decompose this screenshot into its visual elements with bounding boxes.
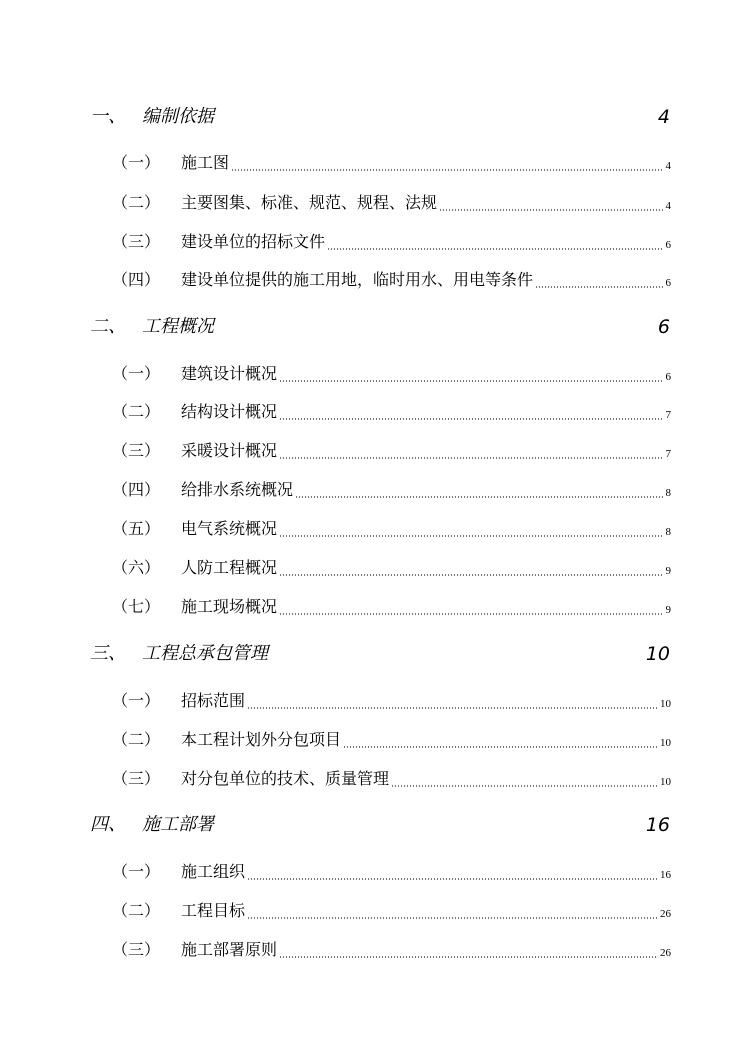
subsection-page-number: 9 — [665, 604, 671, 616]
subsection-page-number: 8 — [665, 526, 671, 538]
subsection-number: （二） — [112, 901, 161, 920]
subsection-page-number: 7 — [665, 448, 671, 460]
toc-subsection-entry[interactable] — [0, 688, 744, 714]
subsection-number: （二） — [112, 402, 161, 421]
section-page-number: 6 — [657, 316, 670, 338]
dot-leader — [439, 209, 664, 211]
toc-subsection-entry[interactable] — [0, 399, 744, 425]
dot-leader — [279, 613, 664, 615]
dot-leader — [279, 956, 658, 958]
subsection-number: （三） — [112, 441, 161, 460]
dot-leader — [279, 457, 664, 459]
subsection-page-number: 4 — [665, 200, 671, 212]
toc-subsection-entry[interactable] — [0, 859, 744, 885]
subsection-page-number: 7 — [665, 409, 671, 421]
subsection-number: （二） — [112, 193, 161, 212]
toc-subsection-entry[interactable] — [0, 937, 744, 963]
toc-subsection-entry[interactable] — [0, 267, 744, 293]
dot-leader — [279, 535, 664, 537]
toc-subsection-entry[interactable] — [0, 898, 744, 924]
subsection-page-number: 10 — [660, 776, 671, 788]
subsection-title: 给排水系统概况 — [181, 480, 294, 499]
subsection-page-number: 16 — [660, 869, 671, 881]
subsection-number: （一） — [112, 691, 161, 710]
section-number: 一、 — [90, 106, 126, 127]
toc-section-entry[interactable] — [0, 314, 744, 340]
subsection-page-number: 6 — [665, 277, 671, 289]
section-number: 三、 — [90, 643, 126, 664]
toc-section-entry[interactable] — [0, 104, 744, 130]
subsection-page-number: 10 — [660, 698, 671, 710]
section-title: 编制依据 — [142, 106, 214, 127]
toc-subsection-entry[interactable] — [0, 150, 744, 176]
dot-leader — [247, 707, 658, 709]
toc-subsection-entry[interactable] — [0, 516, 744, 542]
subsection-page-number: 6 — [665, 371, 671, 383]
dot-leader — [343, 746, 658, 748]
subsection-number: （一） — [112, 153, 161, 172]
subsection-number: （一） — [112, 862, 161, 881]
subsection-title: 建设单位的招标文件 — [181, 232, 326, 251]
subsection-page-number: 10 — [660, 737, 671, 749]
section-title: 施工部署 — [142, 814, 214, 835]
subsection-number: （三） — [112, 232, 161, 251]
subsection-number: （六） — [112, 558, 161, 577]
dot-leader — [231, 169, 664, 171]
subsection-title: 结构设计概况 — [181, 402, 278, 421]
subsection-number: （七） — [112, 597, 161, 616]
toc-section-entry[interactable] — [0, 641, 744, 667]
section-number: 二、 — [90, 316, 126, 337]
subsection-title: 对分包单位的技术、质量管理 — [181, 769, 390, 788]
dot-leader — [279, 380, 664, 382]
toc-subsection-entry[interactable] — [0, 229, 744, 255]
subsection-number: （四） — [112, 480, 161, 499]
subsection-page-number: 9 — [665, 565, 671, 577]
toc-subsection-entry[interactable] — [0, 727, 744, 753]
dot-leader — [295, 496, 664, 498]
toc-section-entry[interactable] — [0, 812, 744, 838]
toc-subsection-entry[interactable] — [0, 361, 744, 387]
subsection-title: 施工图 — [181, 153, 230, 172]
subsection-title: 采暖设计概况 — [181, 441, 278, 460]
dot-leader — [391, 785, 658, 787]
subsection-page-number: 8 — [665, 487, 671, 499]
subsection-title: 本工程计划外分包项目 — [181, 730, 342, 749]
dot-leader — [535, 286, 664, 288]
toc-subsection-entry[interactable] — [0, 190, 744, 216]
subsection-title: 人防工程概况 — [181, 558, 278, 577]
subsection-title: 施工部署原则 — [181, 940, 278, 959]
dot-leader — [279, 574, 664, 576]
subsection-number: （五） — [112, 519, 161, 538]
dot-leader — [327, 248, 664, 250]
toc-subsection-entry[interactable] — [0, 438, 744, 464]
toc-subsection-entry[interactable] — [0, 766, 744, 792]
toc-subsection-entry[interactable] — [0, 555, 744, 581]
subsection-page-number: 26 — [660, 908, 671, 920]
section-page-number: 16 — [645, 814, 670, 836]
subsection-page-number: 6 — [665, 239, 671, 251]
dot-leader — [279, 418, 664, 420]
dot-leader — [247, 917, 658, 919]
subsection-title: 施工组织 — [181, 862, 246, 881]
subsection-title: 电气系统概况 — [181, 519, 278, 538]
toc-subsection-entry[interactable] — [0, 477, 744, 503]
subsection-number: （三） — [112, 940, 161, 959]
section-title: 工程概况 — [142, 316, 214, 337]
subsection-title: 招标范围 — [181, 691, 246, 710]
subsection-number: （四） — [112, 270, 161, 289]
subsection-number: （三） — [112, 769, 161, 788]
subsection-title: 主要图集、标准、规范、规程、法规 — [181, 193, 438, 212]
section-number: 四、 — [90, 814, 126, 835]
toc-subsection-entry[interactable] — [0, 594, 744, 620]
dot-leader — [247, 878, 658, 880]
subsection-title: 建设单位提供的施工用地，临时用水、用电等条件 — [181, 270, 534, 289]
subsection-number: （二） — [112, 730, 161, 749]
section-page-number: 4 — [657, 106, 670, 128]
subsection-title: 工程目标 — [181, 901, 246, 920]
subsection-title: 施工现场概况 — [181, 597, 278, 616]
section-title: 工程总承包管理 — [142, 643, 268, 664]
subsection-page-number: 26 — [660, 947, 671, 959]
subsection-number: （一） — [112, 364, 161, 383]
subsection-title: 建筑设计概况 — [181, 364, 278, 383]
subsection-page-number: 4 — [665, 160, 671, 172]
section-page-number: 10 — [645, 643, 670, 665]
